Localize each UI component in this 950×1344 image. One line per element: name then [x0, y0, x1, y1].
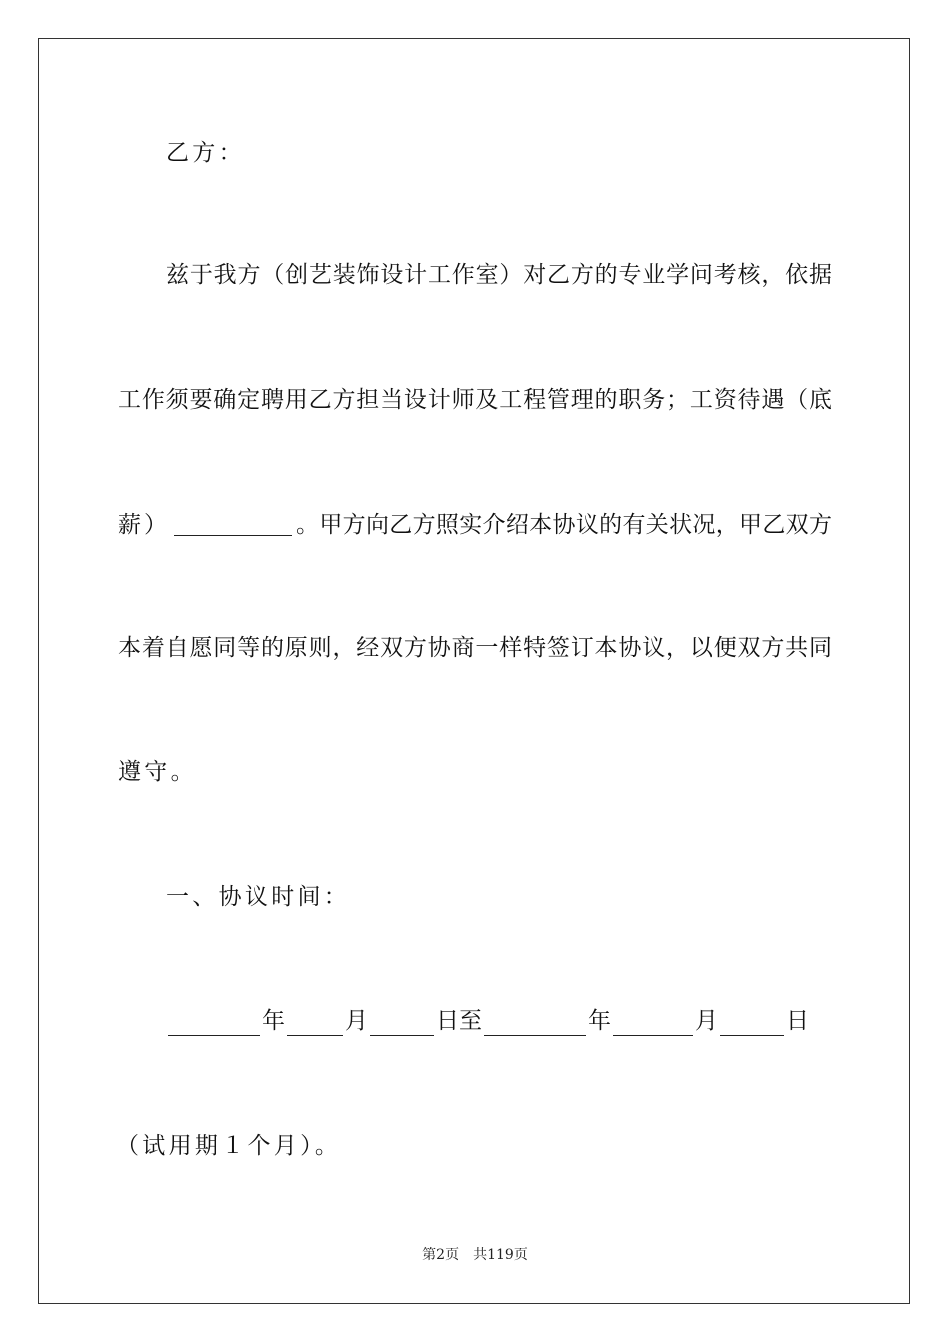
intro-line-3-prefix: 薪） [118, 512, 170, 538]
intro-line-4: 本着自愿同等的原则，经双方协商一样特签订本协议，以便双方共同 [118, 635, 832, 661]
start-day-blank[interactable] [370, 1013, 434, 1036]
page-current: 第2页 [422, 1247, 460, 1263]
page-frame [38, 38, 910, 1304]
section-1-heading: 一、协议时间： [166, 884, 351, 910]
start-day-to-label: 日至 [436, 1008, 482, 1034]
end-year-label: 年 [588, 1008, 611, 1034]
end-month-label: 月 [695, 1008, 718, 1034]
probation-note: （试用期１个月）。 [116, 1133, 342, 1159]
page-total: 共119页 [473, 1247, 528, 1263]
intro-line-5: 遵守。 [118, 759, 197, 785]
date-range-row [166, 1006, 832, 1036]
intro-line-2: 工作须要确定聘用乙方担当设计师及工程管理的职务；工资待遇（底 [118, 387, 832, 413]
start-year-blank[interactable] [168, 1013, 260, 1036]
intro-line-3 [118, 510, 832, 540]
end-month-blank[interactable] [613, 1013, 693, 1036]
end-year-blank[interactable] [484, 1013, 586, 1036]
salary-blank[interactable] [174, 511, 292, 536]
page-footer [0, 1246, 950, 1264]
start-month-label: 月 [345, 1008, 368, 1034]
start-year-label: 年 [262, 1008, 285, 1034]
end-day-blank[interactable] [720, 1013, 784, 1036]
intro-line-3-suffix: 。甲方向乙方照实介绍本协议的有关状况，甲乙双方 [296, 512, 832, 538]
party-b-label: 乙方： [166, 140, 245, 166]
start-month-blank[interactable] [287, 1013, 343, 1036]
intro-line-1: 兹于我方（创艺装饰设计工作室）对乙方的专业学问考核，依据 [166, 262, 832, 288]
end-day-label: 日 [786, 1008, 809, 1034]
